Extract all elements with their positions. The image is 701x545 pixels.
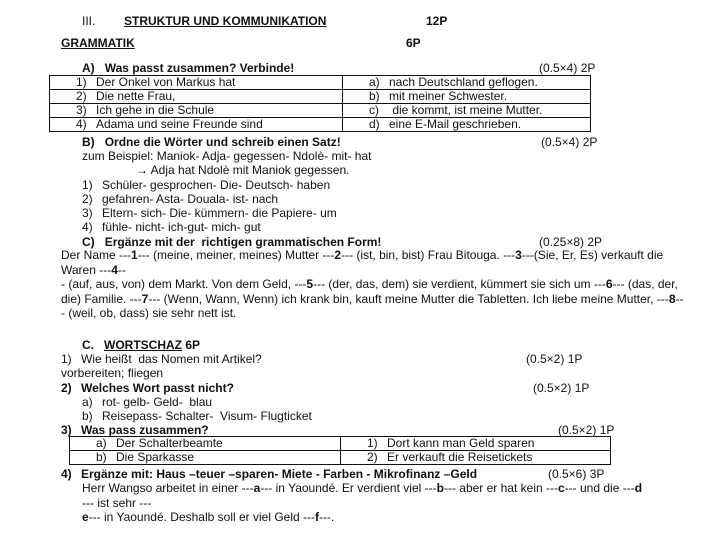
section-title: STRUKTUR UND KOMMUNIKATION [124, 14, 327, 28]
task-a-title: Was passt zusammen? Verbinde! [104, 61, 295, 75]
list-item: 1) Schüler- gesprochen- Die- Deutsch- haben [82, 178, 331, 192]
table-cell: 4) Adama und seine Freunde sind [50, 118, 343, 132]
task-b-example-prompt: zum Beispiel: Maniok- Adja- gegessen- Ndolè- mit- hat [82, 149, 372, 163]
task-c-label: C) [82, 235, 95, 249]
vocab-q3: 3) Was pass zusammen? [61, 423, 209, 437]
list-item: a) rot- gelb- Geld- blau [82, 395, 213, 409]
list-item: 4) fühle- nicht- ich-gut- mich- gut [82, 220, 261, 234]
task-b-label: B) [82, 135, 95, 149]
vocab-q4: 4) Ergänze mit: Haus –teuer –sparen- Miete - Farben - Mikrofinanz –Geld [61, 467, 478, 481]
list-item: 2) gefahren- Asta- Douala- ist- nach [82, 192, 279, 206]
task-a-table [49, 75, 591, 132]
table-row [50, 90, 591, 104]
task-b-title: Ordne die Wörter und schreib einen Satz! [104, 135, 341, 149]
vocab-heading [82, 338, 200, 352]
vocab-points: 6P [185, 338, 201, 352]
vocab-q2: 2) Welches Wort passt nicht? [61, 381, 234, 395]
vocab-q2-score: (0.5×2) 1P [533, 381, 590, 395]
task-c-heading [82, 235, 381, 249]
task-b-heading [82, 135, 341, 149]
vocab-q1-words: vorbereiten; fliegen [61, 366, 164, 380]
task-b-example-answer: → Adja hat Ndolè mit Maniok gegessen. [136, 163, 350, 177]
task-a-heading [82, 61, 294, 75]
vocab-q1: 1) Wie heißt das Nomen mit Artikel? [61, 352, 262, 366]
table-cell: 3) Ich gehe in die Schule [50, 104, 343, 118]
vocab-label: C. [82, 338, 94, 352]
table-cell: a) nach Deutschland geflogen. [343, 76, 591, 90]
vocab-q3-table [69, 436, 611, 465]
table-row [50, 118, 591, 132]
grammar-points: 6P [406, 36, 421, 50]
vocab-q1-score: (0.5×2) 1P [526, 352, 583, 366]
table-cell: 2) Er verkauft die Reisetickets [341, 451, 611, 465]
vocab-q3-score: (0.5×2) 1P [558, 423, 615, 437]
vocab-title: WORTSCHAZ [104, 338, 183, 352]
table-cell: a) Der Schalterbeamte [70, 437, 341, 451]
table-cell: d) eine E-Mail geschrieben. [343, 118, 591, 132]
task-c-text: Der Name ---1--- (meine, meiner, meines) Mutter ---2--- (ist, bin, bist) Frau Bitouga. ---3---(Sie, Er, Es) verkauft die Waren ---4-- - (auf, aus, von) dem Markt. Von dem Geld, ---5--- (der, das, dem) sie verdient, kümmert sie sich um ---6--- (das, der, die) Familie. ---7--- (Wenn, Wann, Wenn) ich krank bin, kauft meine Mutter die Tabletten. Ich liebe meine Mutter, ---8--- (weil, ob, dass) sie sehr nett ist. [61, 248, 684, 320]
section-number: III. [82, 14, 96, 28]
table-row [70, 451, 611, 465]
section-points: 12P [426, 14, 448, 28]
table-cell: 1) Der Onkel von Markus hat [50, 76, 343, 90]
table-cell: b) mit meiner Schwester. [343, 90, 591, 104]
table-cell: b) Die Sparkasse [70, 451, 341, 465]
vocab-q4-text: Herr Wangso arbeitet in einer ---a--- in Yaoundé. Er verdient viel ---b--- aber er hat kein ---c--- und die ---d --- ist sehr --- e--- in Yaoundé. Deshalb soll er viel Geld ---f---. [82, 481, 643, 524]
grammar-title: GRAMMATIK [61, 36, 135, 50]
table-cell: 1) Dort kann man Geld sparen [341, 437, 611, 451]
list-item: 3) Eltern- sich- Die- kümmern- die Papiere- um [82, 206, 337, 220]
task-a-score: (0.5×4) 2P [539, 61, 596, 75]
table-row [70, 437, 611, 451]
task-b-score: (0.5×4) 2P [541, 135, 598, 149]
task-c-title: Ergänze mit der richtigen grammatischen Form! [104, 235, 382, 249]
task-c-score: (0.25×8) 2P [539, 235, 603, 249]
table-cell: c) die kommt, ist meine Mutter. [343, 104, 591, 118]
table-row [50, 76, 591, 90]
list-item: b) Reisepass- Schalter- Visum- Flugticket [82, 409, 312, 423]
task-a-label: A) [82, 61, 95, 75]
table-row [50, 104, 591, 118]
table-cell: 2) Die nette Frau, [50, 90, 343, 104]
vocab-q4-score: (0.5×6) 3P [548, 467, 605, 481]
